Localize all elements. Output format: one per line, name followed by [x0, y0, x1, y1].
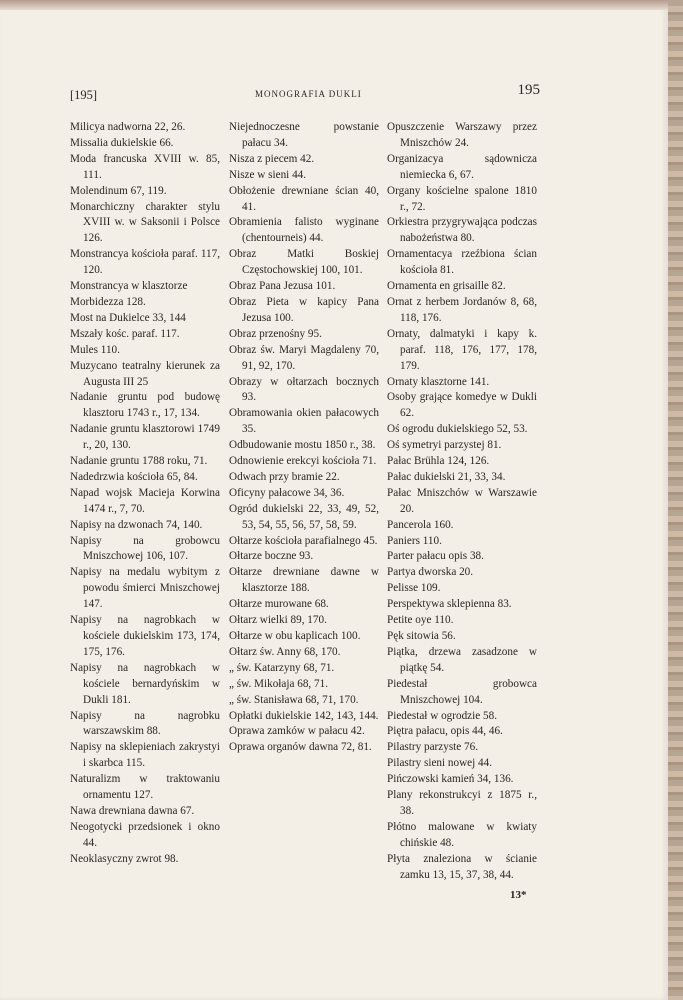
index-entry: Neoklasyczny zwrot 98. [70, 852, 179, 865]
index-entry: Ornaty, dalmatyki i kapy k. paraf. 118, 176, 177, 178, 179. [387, 327, 537, 372]
index-entry: Plany rekonstrukcyi z 1875 r., 38. [387, 789, 537, 817]
book-page-edges [668, 0, 683, 1000]
index-entry: Pałac dukielski 21, 33, 34. [387, 470, 506, 483]
index-entry: Nawa drewniana dawna 67. [70, 804, 195, 817]
index-entry: Piedestał grobowca Mniszchowej 104. [387, 677, 537, 706]
index-entry: Oś symetryi parzystej 81. [387, 439, 502, 452]
index-entry: Perspektywa sklepienna 83. [387, 598, 512, 611]
index-entry: Obramienia falisto wyginane (chentourneis) 44. [229, 216, 379, 245]
index-entry: „ św. Stanisława 68, 71, 170. [229, 693, 359, 706]
index-entry: Piątka, drzewa zasadzone w piątkę 54. [387, 645, 537, 674]
index-entry: Napisy na nagrobkach w kościele dukielskim 173, 174, 175, 176. [70, 614, 220, 658]
index-entry: Opuszczenie Warszawy przez Mniszchów 24. [387, 121, 537, 149]
index-entry: Monstrancya kościoła paraf. 117, 120. [70, 248, 220, 277]
page-number: 195 [517, 82, 540, 98]
index-column-3 [387, 120, 537, 884]
index-entry: Napisy na nagrobkach w kościele bernardyńskim w Dukli 181. [70, 661, 220, 706]
index-entry: Pałac Brühla 124, 126. [387, 455, 490, 468]
bracketed-page-number: [195] [70, 88, 98, 102]
index-entry: Nisza z piecem 42. [229, 152, 315, 165]
index-entry: „ św. Katarzyny 68, 71. [229, 661, 335, 674]
index-entry: Piętra pałacu, opis 44, 46. [387, 725, 503, 738]
index-entry: Odnowienie erekcyi kościoła 71. [229, 455, 377, 468]
index-entry: Obrazy w ołtarzach bocznych 93. [229, 375, 379, 404]
index-entry: Ornamentacya rzeźbiona ścian kościoła 81. [387, 248, 537, 277]
index-entry: Osoby grające komedye w Dukli 62. [387, 391, 537, 420]
index-entry: Muzycano teatralny kierunek za Augusta III 25 [70, 359, 220, 388]
index-entry: Pancerola 160. [387, 518, 454, 531]
index-entry: Morbidezza 128. [70, 295, 146, 308]
index-entry: Napisy na nagrobku warszawskim 88. [70, 709, 220, 738]
index-entry: Nadanie gruntu 1788 roku, 71. [70, 455, 208, 468]
index-entry: Obłożenie drewniane ścian 40, 41. [229, 184, 379, 213]
index-entry: Napisy na sklepieniach zakrystyi i skarbca 115. [70, 741, 220, 770]
index-entry: Moda francuska XVIII w. 85, 111. [70, 152, 220, 181]
index-entry: Obramowania okien pałacowych 35. [229, 407, 379, 436]
page-top-edge [0, 0, 683, 10]
index-entry: Piedestał w ogrodzie 58. [387, 709, 497, 722]
index-entry: Nadanie gruntu klasztorowi 1749 r., 20, 130. [70, 423, 220, 452]
index-entry: Pińczowski kamień 34, 136. [387, 773, 514, 786]
index-entry: Organy kościelne spalone 1810 r., 72. [387, 184, 537, 213]
index-entry: Ołtarz św. Anny 68, 170. [229, 645, 341, 658]
index-entry: Ołtarze drewniane dawne w klasztorze 188. [229, 566, 379, 595]
index-entry: Napisy na grobowcu Mniszchowej 106, 107. [70, 534, 220, 563]
index-entry: Napisy na dzwonach 74, 140. [70, 518, 203, 531]
index-entry: Ołtarze boczne 93. [229, 550, 314, 563]
index-entry: Obraz Pieta w kapicy Pana Jezusa 100. [229, 295, 379, 324]
index-entry: Missalia dukielskie 66. [70, 136, 174, 149]
index-entry: Ołtarze kościoła parafialnego 45. [229, 534, 378, 547]
index-entry: Pilastry parzyste 76. [387, 741, 479, 754]
index-entry: Nadedrzwia kościoła 65, 84. [70, 470, 198, 483]
index-entry: Pilastry sieni nowej 44. [387, 757, 493, 770]
index-entry: Ołtarze w obu kaplicach 100. [229, 630, 361, 642]
index-entry: Oprawa organów dawna 72, 81. [229, 741, 372, 754]
index-entry: Naturalizm w traktowaniu ornamentu 127. [70, 773, 220, 802]
index-entry: Płyta znaleziona w ścianie zamku 13, 15, 37, 38, 44. [387, 852, 537, 881]
index-entry: Most na Dukielce 33, 144 [70, 311, 186, 324]
index-entry: Neogotycki przedsionek i okno 44. [70, 820, 220, 849]
index-entry: Odbudowanie mostu 1850 r., 38. [229, 439, 376, 452]
index-entry: Milicya nadworna 22, 26. [70, 121, 186, 133]
index-entry: Odwach przy bramie 22. [229, 470, 340, 483]
running-header [70, 82, 540, 106]
index-entry: Obraz św. Maryi Magdaleny 70, 91, 92, 170. [229, 343, 379, 372]
index-entry: Ogród dukielski 22, 33, 49, 52, 53, 54, 55, 56, 57, 58, 59. [229, 502, 379, 531]
index-entry: Płótno malowane w kwiaty chińskie 48. [387, 820, 537, 849]
index-entry: Obraz Pana Jezusa 101. [229, 280, 336, 293]
index-entry: Oficyny pałacowe 34, 36. [229, 486, 345, 499]
index-entry: Niejednoczesne powstanie pałacu 34. [229, 121, 379, 149]
index-entry: Ornamenta en grisaille 82. [387, 280, 506, 293]
index-column-2 [229, 120, 379, 756]
index-entry: Parter pałacu opis 38. [387, 550, 484, 563]
index-entry: Pelisse 109. [387, 582, 441, 595]
index-entry: Ołtarze murowane 68. [229, 598, 329, 611]
running-title: MONOGRAFIA DUKLI [255, 89, 362, 99]
index-entry: Napad wojsk Macieja Korwina 1474 r., 7, 70. [70, 486, 220, 515]
index-entry: Oś ogrodu dukielskiego 52, 53. [387, 423, 528, 436]
index-entry: Pałac Mniszchów w Warszawie 20. [387, 486, 537, 515]
index-entry: Ołtarz wielki 89, 170. [229, 614, 327, 627]
index-entry: Partya dworska 20. [387, 566, 474, 579]
index-entry: Nisze w sieni 44. [229, 168, 307, 181]
index-entry: Obraz Matki Boskiej Częstochowskiej 100, 101. [229, 248, 379, 277]
index-entry: Ornaty klasztorne 141. [387, 375, 490, 388]
index-entry: Nadanie gruntu pod budowę klasztoru 1743 r., 17, 134. [70, 391, 220, 420]
index-entry: Monstrancya w klasztorze [70, 280, 188, 293]
index-entry: Napisy na medalu wybitym z powodu śmierci Mniszchowej 147. [70, 566, 220, 611]
index-entry: Petite oye 110. [387, 614, 454, 627]
index-entry: Mules 110. [70, 343, 120, 356]
index-entry: Paniers 110. [387, 534, 442, 547]
index-entry: Opłatki dukielskie 142, 143, 144. [229, 709, 379, 722]
sheet-signature: 13* [510, 889, 527, 901]
index-entry: Oprawa zamków w pałacu 42. [229, 725, 365, 738]
index-column-1 [70, 120, 220, 868]
index-entry: Molendinum 67, 119. [70, 184, 167, 197]
index-entry: Monarchiczny charakter stylu XVIII w. w Saksonii i Polsce 126. [70, 200, 220, 245]
index-entry: „ św. Mikołaja 68, 71. [229, 677, 329, 690]
index-entry: Organizacya sądownicza niemiecka 6, 67. [387, 152, 537, 181]
index-entry: Obraz przenośny 95. [229, 327, 322, 340]
index-entry: Orkiestra przygrywająca podczas nabożeństwa 80. [387, 216, 537, 245]
index-entry: Mszały kośc. paraf. 117. [70, 327, 180, 340]
index-entry: Pęk sitowia 56. [387, 630, 456, 642]
index-entry: Ornat z herbem Jordanów 8, 68, 118, 176. [387, 295, 537, 324]
